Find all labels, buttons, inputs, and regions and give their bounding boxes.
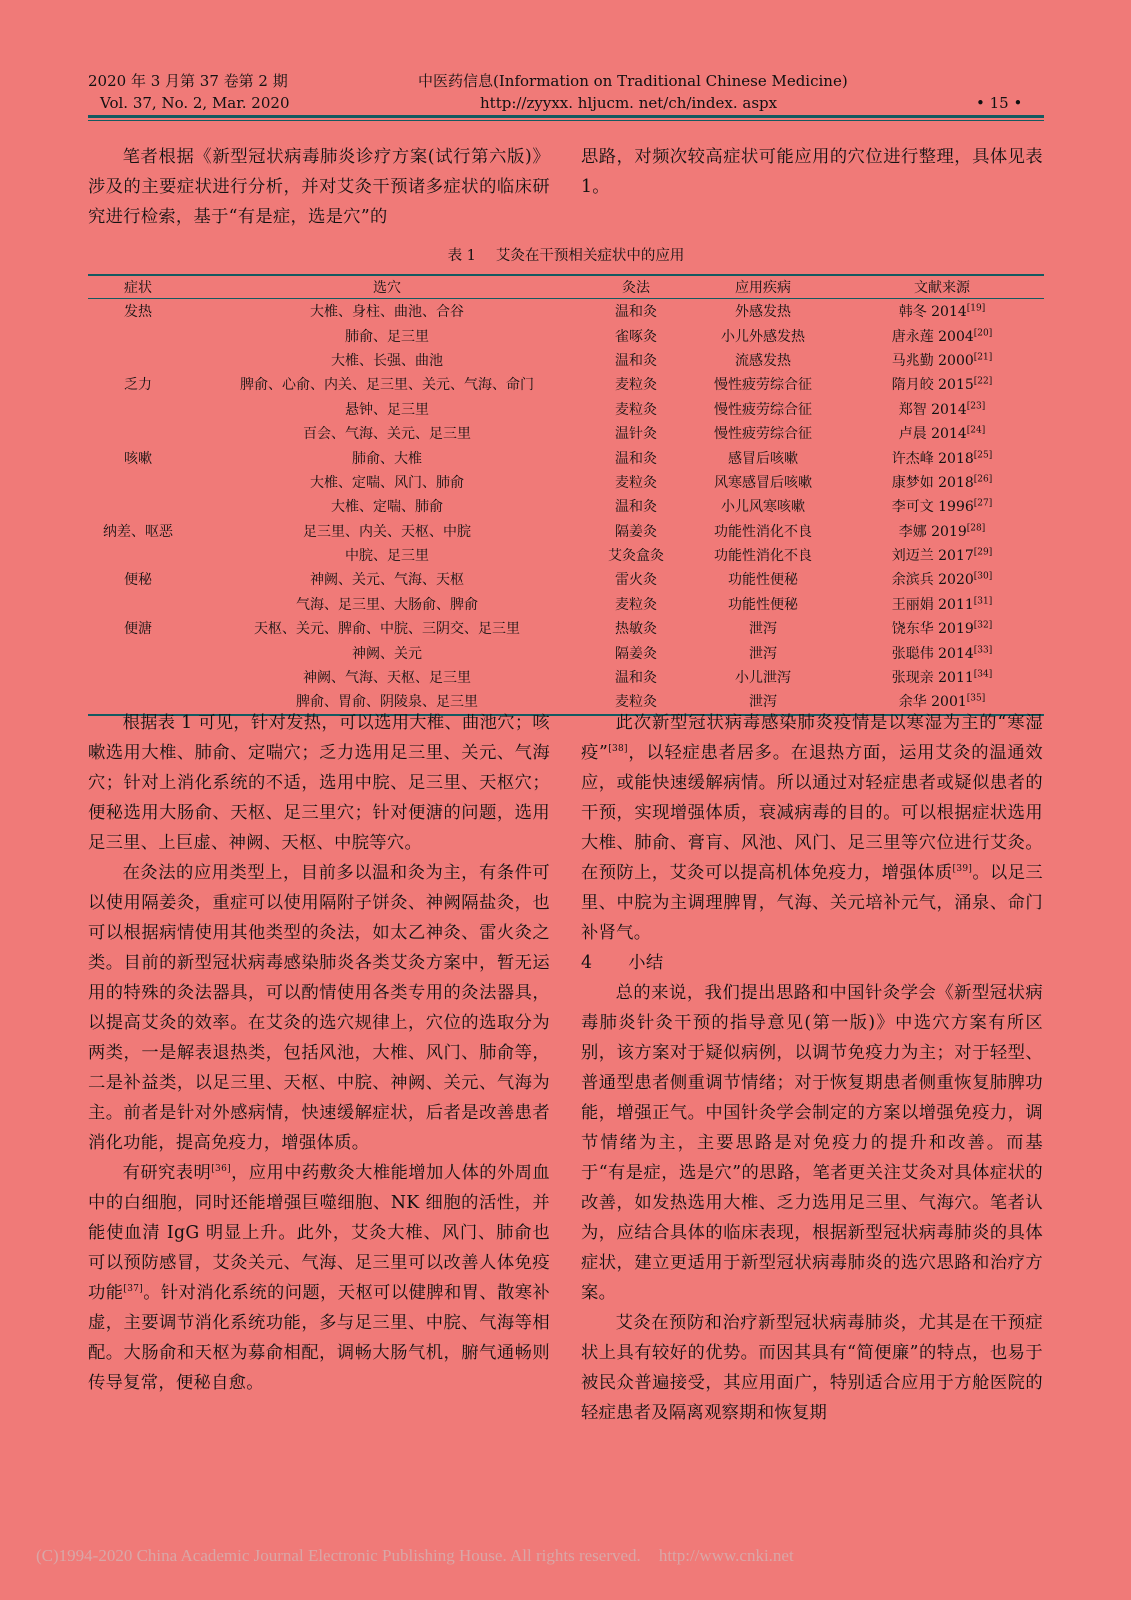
- cell-symptom: [88, 592, 188, 616]
- cell-source: [840, 470, 1044, 494]
- intro-right: [581, 142, 1043, 202]
- table-row: [88, 567, 1044, 591]
- cell-method: 雷火灸: [615, 572, 657, 589]
- source-author-year: 郑智 2014: [898, 401, 967, 418]
- journal-url[interactable]: http://zyyxx. hljucm. net/ch/index. aspx: [480, 94, 778, 112]
- table-row: [88, 348, 1044, 372]
- header-rule-thin: [88, 120, 1044, 121]
- cell-method: 隔姜灸: [615, 645, 657, 662]
- cell-method: 温和灸: [615, 450, 657, 467]
- source-citation[interactable]: [30]: [973, 571, 993, 582]
- cell-method: 热敏灸: [615, 621, 657, 638]
- cell-points: 大椎、定喘、风门、肺俞: [310, 474, 464, 491]
- issue-cn: 2020 年 3 月第 37 卷第 2 期: [88, 72, 288, 90]
- cell-disease: 功能性便秘: [728, 596, 798, 613]
- table-caption: [88, 246, 1044, 266]
- cell-points: 百会、气海、关元、足三里: [303, 426, 471, 443]
- source-citation[interactable]: [21]: [973, 352, 993, 363]
- cell-method: 温和灸: [615, 670, 657, 687]
- citation-37[interactable]: [37]: [123, 1284, 144, 1295]
- source-author-year: 李可文 1996: [891, 499, 974, 516]
- right-para-3: 艾灸在预防和治疗新型冠状病毒肺炎，尤其是在干预症状上具有较好的优势。而因其具有“简便廉”的特点，也易于被民众普遍接受，其应用面广，特别适合应用于方舱医院的轻症患者及隔离观察期和恢复期: [581, 1313, 1043, 1423]
- cell-method: 麦粒灸: [615, 596, 657, 613]
- source-citation[interactable]: [24]: [966, 425, 986, 436]
- cell-symptom: 乏力: [124, 377, 152, 394]
- section-title: 小结: [628, 953, 664, 973]
- source-citation[interactable]: [32]: [973, 620, 993, 631]
- right-para-1-b: ，以轻症患者居多。在退热方面，运用艾灸的温通效应，或能快速缓解病情。所以通过对轻症患者或疑似患者的干预，实现增强体质，衰减病毒的目的。可以根据症状选用大椎、肺俞、膏肓、风池、风门、足三里等穴位进行艾灸。在预防上，艾灸可以提高机体免疫力，增强体质: [581, 743, 1043, 883]
- cell-method: 雀啄灸: [615, 328, 657, 345]
- cell-symptom: 便秘: [124, 572, 152, 589]
- header-rule-thick: [88, 115, 1044, 118]
- page-number: • 15 •: [976, 94, 1023, 112]
- table-1: [88, 276, 1044, 716]
- cell-method: 麦粒灸: [615, 377, 657, 394]
- cell-symptom: 咳嗽: [124, 450, 152, 467]
- intro-left-text: 笔者根据《新型冠状病毒肺炎诊疗方案(试行第六版)》涉及的主要症状进行分析，并对艾灸干预诸多症状的临床研究进行检索，基于“有是症，选是穴”的: [88, 147, 550, 227]
- cnki-link[interactable]: http://www.cnki.net: [658, 1546, 794, 1565]
- cell-source: [840, 616, 1044, 640]
- cell-source: [840, 397, 1044, 421]
- cell-disease: 风寒感冒后咳嗽: [714, 474, 812, 491]
- cell-symptom: [88, 543, 188, 567]
- source-author-year: 刘迈兰 2017: [891, 548, 974, 565]
- source-citation[interactable]: [20]: [973, 327, 993, 338]
- source-author-year: 康梦如 2018: [891, 474, 974, 491]
- col-header-points: 选穴: [188, 276, 586, 299]
- cell-source: [840, 519, 1044, 543]
- cell-points: 气海、足三里、大肠俞、脾俞: [296, 596, 478, 613]
- cell-disease: 小儿外感发热: [721, 328, 805, 345]
- issue-en: Vol. 37, No. 2, Mar. 2020: [100, 94, 290, 112]
- cell-points: 天枢、关元、脾俞、中脘、三阴交、足三里: [254, 621, 520, 638]
- source-author-year: 卢晨 2014: [898, 426, 967, 443]
- cell-symptom: [88, 494, 188, 518]
- cell-source: [840, 543, 1044, 567]
- cell-disease: 慢性疲劳综合征: [714, 426, 812, 443]
- source-author-year: 马兆勤 2000: [891, 352, 974, 369]
- table-row: [88, 640, 1044, 664]
- source-author-year: 张现亲 2011: [891, 670, 974, 687]
- table-title: 艾灸在干预相关症状中的应用: [495, 248, 685, 264]
- cell-method: 温和灸: [615, 304, 657, 321]
- cell-symptom: [88, 348, 188, 372]
- source-citation[interactable]: [25]: [973, 449, 993, 460]
- table-row: [88, 372, 1044, 396]
- cell-disease: 外感发热: [735, 304, 791, 321]
- col-header-source: 文献来源: [840, 276, 1044, 299]
- source-citation[interactable]: [19]: [966, 303, 986, 314]
- cell-points: 脾俞、胃俞、阴陵泉、足三里: [188, 689, 586, 714]
- cell-disease: 慢性疲劳综合征: [714, 401, 812, 418]
- cell-disease: 泄泻: [749, 645, 777, 662]
- table-row: [88, 323, 1044, 347]
- cell-disease: 泄泻: [686, 689, 840, 714]
- cell-points: 足三里、内关、天枢、中脘: [303, 523, 471, 540]
- copyright-footer: [36, 1546, 794, 1566]
- source-citation[interactable]: [33]: [973, 645, 993, 655]
- cell-source: [840, 421, 1044, 445]
- left-para-3: [88, 1158, 550, 1398]
- cell-points: 神阙、气海、天枢、足三里: [303, 670, 471, 687]
- left-para-3-c: 。针对消化系统的问题，天枢可以健脾和胃、散寒补虚，主要调节消化系统功能，多与足三里、中脘、气海等相配。大肠俞和天枢为募俞相配，调畅大肠气机，腑气通畅则传导复常，便秘自愈。: [88, 1283, 550, 1393]
- source-author-year: 唐永莲 2004: [891, 328, 974, 345]
- col-header-method: 灸法: [586, 276, 686, 299]
- table-row: [88, 470, 1044, 494]
- cell-points: 大椎、定喘、肺俞: [331, 499, 443, 516]
- source-citation[interactable]: [22]: [973, 376, 993, 387]
- cell-symptom: [88, 421, 188, 445]
- cell-method: 温和灸: [615, 499, 657, 516]
- source-citation[interactable]: [23]: [966, 401, 986, 412]
- cell-disease: 功能性消化不良: [714, 523, 812, 540]
- citation-39[interactable]: [39]: [952, 864, 973, 875]
- source-author-year: 余滨兵 2020: [891, 572, 974, 589]
- table-row: [88, 616, 1044, 640]
- cell-disease: 小儿泄泻: [735, 670, 791, 687]
- cell-disease: 慢性疲劳综合征: [714, 377, 812, 394]
- col-header-disease: 应用疾病: [686, 276, 840, 299]
- cell-method: 麦粒灸: [615, 474, 657, 491]
- cell-source: [840, 592, 1044, 616]
- citation-38[interactable]: [38]: [608, 744, 628, 755]
- table-row: [88, 494, 1044, 518]
- cell-disease: 感冒后咳嗽: [728, 450, 798, 467]
- cell-source: [840, 567, 1044, 591]
- source-citation[interactable]: [31]: [973, 596, 993, 607]
- cell-symptom: [88, 323, 188, 347]
- source-author-year: 饶东华 2019: [891, 621, 974, 638]
- left-para-3-b: ，应用中药敷灸大椎能增加人体的外周血中的白细胞，同时还能增强巨噬细胞、NK 细胞的活性，并能使血清 IgG 明显上升。此外，艾灸大椎、风门、肺俞也可以预防感冒，艾灸关元、气海、足三里可以改善人体免疫功能: [88, 1163, 550, 1303]
- cell-method: 温和灸: [615, 352, 657, 369]
- citation-36[interactable]: [36]: [211, 1164, 231, 1175]
- cell-points: 神阙、关元、气海、天枢: [310, 572, 464, 589]
- cell-symptom: 纳差、呕恶: [103, 523, 173, 540]
- journal-title: 中医药信息(Information on Traditional Chinese Medicine): [418, 72, 848, 90]
- cell-method: 艾灸盒灸: [608, 548, 664, 565]
- source-author-year: 许杰峰 2018: [891, 450, 974, 467]
- table-number: 表 1: [447, 248, 476, 264]
- cell-points: 神阙、关元: [352, 645, 422, 662]
- table-row: [88, 445, 1044, 469]
- cell-disease: 泄泻: [749, 621, 777, 638]
- table-row: [88, 543, 1044, 567]
- body-right-column: [581, 708, 1043, 1428]
- cell-points: 肺俞、大椎: [352, 450, 422, 467]
- table-row: [88, 519, 1044, 543]
- cell-source: [840, 299, 1044, 324]
- col-header-symptom: 症状: [88, 276, 188, 299]
- cell-symptom: 发热: [124, 304, 152, 321]
- cell-symptom: [88, 397, 188, 421]
- cell-method: 隔姜灸: [615, 523, 657, 540]
- source-author-year: 隋月皎 2015: [891, 377, 974, 394]
- body-left-column: [88, 708, 550, 1398]
- cell-symptom: [88, 665, 188, 689]
- cell-points: 大椎、长强、曲池: [331, 352, 443, 369]
- cell-source: [840, 640, 1044, 664]
- cell-points: 肺俞、足三里: [345, 328, 429, 345]
- source-citation[interactable]: [29]: [973, 547, 993, 558]
- table-row: [88, 299, 1044, 324]
- cell-method: 麦粒灸: [615, 401, 657, 418]
- cell-source: [840, 348, 1044, 372]
- table-row: [88, 665, 1044, 689]
- cell-disease: 功能性消化不良: [714, 548, 812, 565]
- cell-points: 中脘、足三里: [345, 548, 429, 565]
- source-citation[interactable]: [34]: [973, 669, 993, 680]
- source-author-year: 韩冬 2014: [898, 304, 967, 321]
- cell-source: [840, 665, 1044, 689]
- table-header-row: [88, 276, 1044, 299]
- cell-symptom: 便溏: [124, 621, 152, 638]
- cell-disease: 流感发热: [735, 352, 791, 369]
- cell-disease: 小儿风寒咳嗽: [721, 499, 805, 516]
- cell-source: [840, 445, 1044, 469]
- cell-method: 麦粒灸: [586, 689, 686, 714]
- cell-points: 大椎、身柱、曲池、合谷: [310, 304, 464, 321]
- table-row: [88, 592, 1044, 616]
- cell-source: [840, 323, 1044, 347]
- right-para-1-a: 此次新型冠状病毒感染肺炎疫情是以寒湿为主的“寒湿疫”: [581, 713, 1043, 763]
- section-heading-summary: [581, 948, 1043, 978]
- cell-symptom: [88, 470, 188, 494]
- cell-disease: 功能性便秘: [728, 572, 798, 589]
- source-author-year: 王丽娟 2011: [891, 596, 974, 613]
- cell-source: [840, 372, 1044, 396]
- left-para-3-a: 有研究表明: [122, 1163, 212, 1183]
- table-row: [88, 421, 1044, 445]
- table-row: [88, 397, 1044, 421]
- cell-points: 脾俞、心俞、内关、足三里、关元、气海、命门: [240, 377, 534, 394]
- source-author-year: 李娜 2019: [898, 523, 967, 540]
- right-para-1: [581, 708, 1043, 948]
- cell-source: [840, 494, 1044, 518]
- section-number: 4: [581, 953, 593, 973]
- source-author-year: 张聪伟 2014: [891, 645, 974, 662]
- intro-left: [88, 142, 550, 232]
- cell-method: 温针灸: [615, 426, 657, 443]
- source-author-year: 余华 2001: [898, 694, 967, 711]
- left-para-2: 在灸法的应用类型上，目前多以温和灸为主，有条件可以使用隔姜灸，重症可以使用隔附子饼灸、神阙隔盐灸，也可以根据病情使用其他类型的灸法，如太乙神灸、雷火灸之类。目前的新型冠状病毒感染肺炎各类艾灸方案中，暂无运用的特殊的灸法器具，可以酌情使用各类专用的灸法器具，以提高艾灸的效率。在艾灸的选穴规律上，穴位的选取分为两类，一是解表退热类，包括风池，大椎、风门、肺俞等，二是补益类，以足三里、天枢、中脘、神阙、关元、气海为主。前者是针对外感病情，快速缓解症状，后者是改善患者消化功能，提高免疫力，增强体质。: [88, 863, 550, 1153]
- cell-points: 悬钟、足三里: [345, 401, 429, 418]
- source-citation[interactable]: [35]: [966, 693, 986, 704]
- source-citation[interactable]: [26]: [973, 474, 993, 485]
- cell-symptom: [88, 640, 188, 664]
- right-para-1-c: 。以足三里、中脘为主调理脾胃，气海、关元培补元气，涌泉、命门补肾气。: [581, 863, 1043, 943]
- right-para-2: 总的来说，我们提出思路和中国针灸学会《新型冠状病毒肺炎针灸干预的指导意见(第一版)》中选穴方案有所区别，该方案对于疑似病例，以调节免疫力为主；对于轻型、普通型患者侧重调节情绪；对于恢复期患者侧重恢复肺脾功能，增强正气。中国针灸学会制定的方案以增强免疫力，调节情绪为主，主要思路是对免疫力的提升和改善。而基于“有是症，选是穴”的思路，笔者更关注艾灸对具体症状的改善，如发热选用大椎、乏力选用足三里、气海穴。笔者认为，应结合具体的临床表现，根据新型冠状病毒肺炎的具体症状，建立更适用于新型冠状病毒肺炎的选穴思路和治疗方案。: [581, 983, 1043, 1303]
- copyright-text: (C)1994-2020 China Academic Journal Electronic Publishing House. All rights reserved.: [36, 1546, 641, 1565]
- intro-right-text: 思路，对频次较高症状可能应用的穴位进行整理，具体见表 1。: [581, 147, 1043, 197]
- source-citation[interactable]: [27]: [973, 498, 993, 509]
- source-citation[interactable]: [28]: [966, 523, 986, 534]
- left-para-1: 根据表 1 可见，针对发热，可以选用大椎、曲池穴；咳嗽选用大椎、肺俞、定喘穴；乏力选用足三里、关元、气海穴；针对上消化系统的不适，选用中脘、足三里、天枢穴；便秘选用大肠俞、天枢、足三里穴；针对便溏的问题，选用足三里、上巨虚、神阙、天枢、中脘等穴。: [88, 713, 550, 853]
